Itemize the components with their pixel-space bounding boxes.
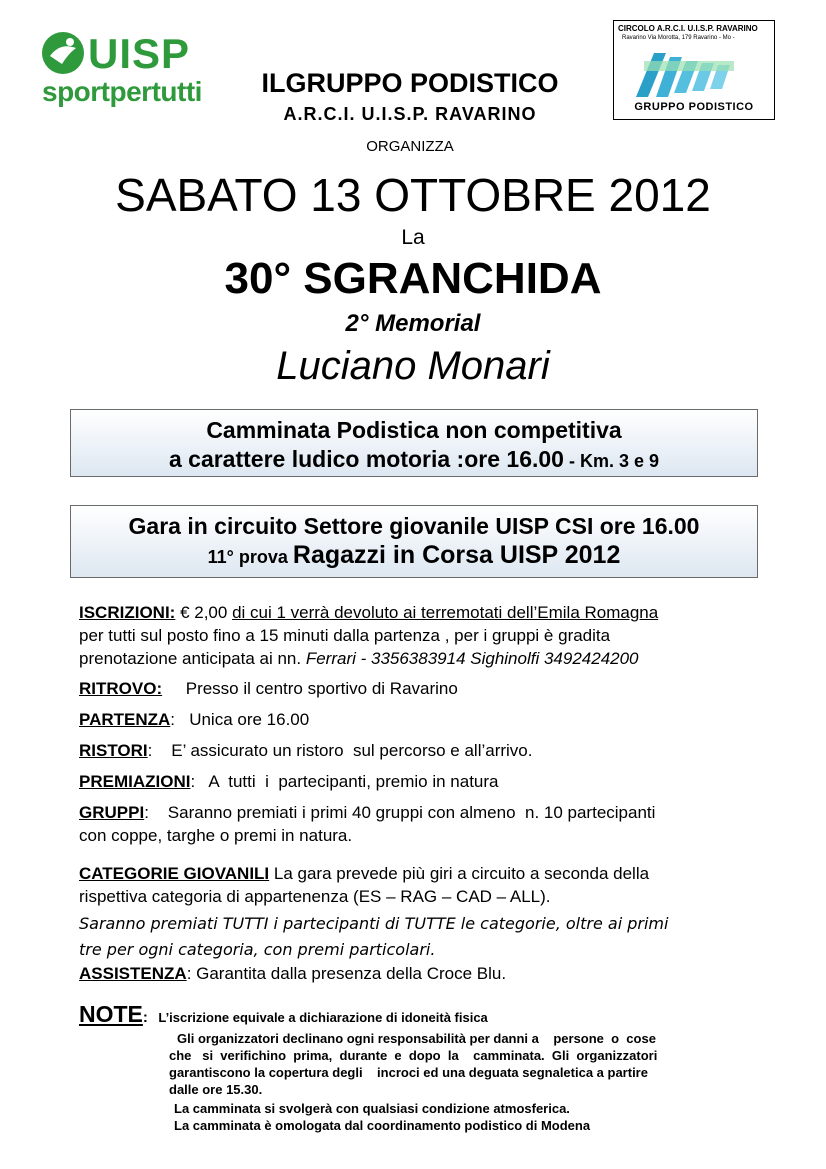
note-line2: Gli organizzatori declinano ogni responsabilità per danni a persone o cose bbox=[177, 1031, 656, 1046]
circolo-address: Ravarino Via Morotta, 179 Ravarino - Mo - bbox=[622, 35, 735, 41]
circolo-name: CIRCOLO A.R.C.I. U.I.S.P. RAVARINO bbox=[618, 24, 758, 33]
iscrizioni-donation: di cui 1 verrà devoluto ai terremotati dell’Emila Romagna bbox=[232, 603, 659, 622]
ristori-text: : E’ assicurato un ristoro sul percorso e all’arrivo. bbox=[147, 741, 533, 760]
memorial-person: Luciano Monari bbox=[276, 344, 550, 388]
race-info-series: Ragazzi in Corsa UISP 2012 bbox=[292, 541, 621, 569]
iscrizioni-line3 bbox=[79, 647, 769, 670]
partenza-label: PARTENZA bbox=[79, 710, 171, 729]
gruppi-label: GRUPPI bbox=[79, 803, 145, 822]
organizer-title: ILGRUPPO PODISTICO bbox=[261, 68, 559, 98]
walk-info-box bbox=[70, 409, 758, 477]
walk-info-time: a carattere ludico motoria :ore 16.00 bbox=[168, 446, 564, 472]
assistenza-label: ASSISTENZA bbox=[79, 964, 187, 983]
walk-info-line1: Camminata Podistica non competitiva bbox=[206, 417, 622, 443]
categorie-text1: La gara prevede più giri a circuito a seconda della bbox=[269, 864, 650, 883]
event-article: La bbox=[401, 226, 425, 249]
iscrizioni-price: € 2,00 bbox=[175, 603, 233, 622]
ristori-section bbox=[79, 739, 769, 762]
note-line6: La camminata si svolgerà con qualsiasi condizione atmosferica. bbox=[174, 1101, 570, 1116]
note-line3: che si verifichino prima, durante e dopo la camminata. Gli organizzatori bbox=[169, 1048, 658, 1063]
iscrizioni-label: ISCRIZIONI: bbox=[79, 603, 176, 622]
partenza-section bbox=[79, 708, 769, 731]
note-line7: La camminata è omologata dal coordinamento podistico di Modena bbox=[174, 1118, 591, 1133]
uisp-emblem-icon bbox=[40, 30, 86, 76]
iscrizioni-booking: prenotazione anticipata ai nn. bbox=[79, 649, 306, 668]
note-line1: L’iscrizione equivale a dichiarazione di idoneità fisica bbox=[158, 1010, 488, 1025]
note-label: NOTE bbox=[79, 1001, 143, 1027]
circolo-group-label: GRUPPO PODISTICO bbox=[634, 101, 754, 113]
ritrovo-section bbox=[79, 677, 769, 700]
note-colon: : bbox=[142, 1009, 148, 1026]
race-info-line2 bbox=[71, 540, 757, 572]
walk-info-line2 bbox=[71, 444, 757, 476]
race-info-round: 11° prova bbox=[207, 547, 293, 567]
gruppi-section bbox=[79, 801, 769, 847]
assistenza-text: : Garantita dalla presenza della Croce Blu. bbox=[186, 964, 507, 983]
premiazioni-label: PREMIAZIONI bbox=[79, 772, 191, 791]
iscrizioni-line1 bbox=[79, 601, 769, 624]
note-section bbox=[79, 1001, 769, 1134]
categorie-section bbox=[79, 862, 769, 963]
ritrovo-text: Presso il centro sportivo di Ravarino bbox=[162, 679, 458, 698]
gruppi-text1: : Saranno premiati i primi 40 gruppi con almeno n. 10 partecipanti bbox=[144, 803, 656, 822]
ritrovo-label: RITROVO: bbox=[79, 679, 163, 698]
categorie-label: CATEGORIE GIOVANILI bbox=[79, 864, 270, 883]
organizza-label: ORGANIZZA bbox=[366, 138, 454, 155]
premiazioni-text: : A tutti i partecipanti, premio in natura bbox=[190, 772, 499, 791]
premiazioni-section bbox=[79, 770, 769, 793]
event-title: 30° SGRANCHIDA bbox=[224, 254, 602, 303]
walk-info-distance: - Km. 3 e 9 bbox=[563, 451, 660, 471]
organizer-subtitle: A.R.C.I. U.I.S.P. RAVARINO bbox=[283, 104, 537, 124]
note-line1-row bbox=[79, 1001, 769, 1028]
assistenza-section bbox=[79, 962, 769, 985]
categorie-prizes-line1: Saranno premiati TUTTI i partecipanti di TUTTE le categorie, oltre ai primi bbox=[79, 914, 669, 933]
categorie-line2: rispettiva categoria di appartenenza (ES – RAG – CAD – ALL). bbox=[79, 887, 551, 906]
categorie-line1 bbox=[79, 862, 769, 885]
note-line4: garantiscono la copertura degli incroci ed una deguata segnaletica a partire bbox=[169, 1065, 648, 1080]
note-line5: dalle ore 15.30. bbox=[169, 1082, 263, 1097]
iscrizioni-line2: per tutti sul posto fino a 15 minuti dalla partenza , per i gruppi è gradita bbox=[79, 626, 611, 645]
event-date: SABATO 13 OTTOBRE 2012 bbox=[115, 169, 711, 221]
iscrizioni-section bbox=[79, 601, 769, 670]
gruppi-line2: con coppe, targhe o premi in natura. bbox=[79, 826, 353, 845]
ristori-label: RISTORI bbox=[79, 741, 148, 760]
uisp-wordmark: UISP bbox=[88, 30, 191, 77]
gruppi-line1 bbox=[79, 801, 769, 824]
iscrizioni-contacts: Ferrari - 3356383914 Sighinolfi 3492424200 bbox=[305, 649, 639, 668]
partenza-text: : Unica ore 16.00 bbox=[170, 710, 310, 729]
categorie-prizes-line2: tre per ogni categoria, con premi particolari. bbox=[79, 940, 436, 959]
memorial-label: 2° Memorial bbox=[345, 310, 481, 337]
uisp-tagline: sportpertutti bbox=[42, 76, 202, 107]
race-info-box bbox=[70, 505, 758, 578]
race-info-line1: Gara in circuito Settore giovanile UISP CSI ore 16.00 bbox=[128, 513, 700, 539]
